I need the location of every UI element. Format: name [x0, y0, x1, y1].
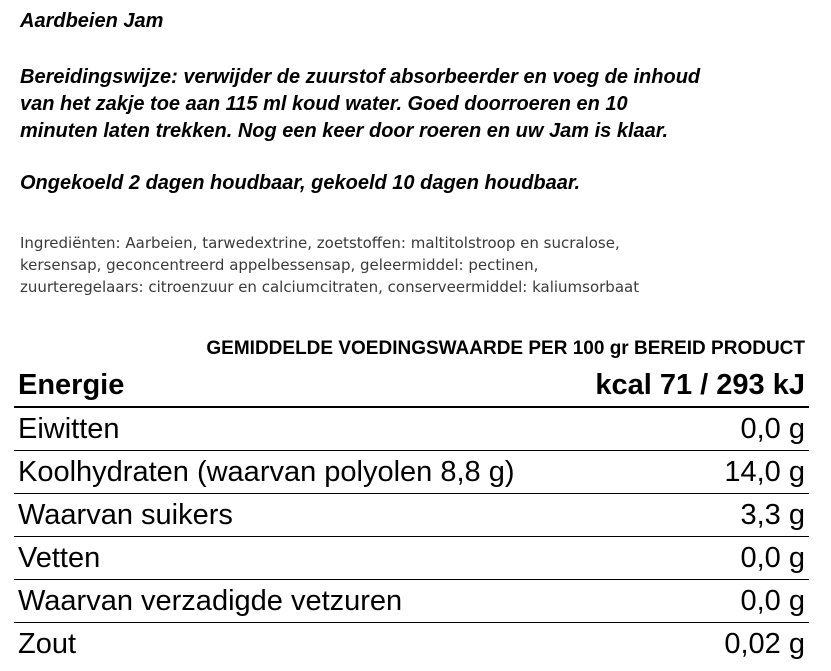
ingredients-line: Ingrediënten: Aarbeien, tarwedextrine, zoetstoffen: maltitolstroop en sucralose,: [20, 234, 620, 252]
nutrient-value: 0,0 g: [740, 585, 805, 617]
product-title: Aardbeien Jam: [20, 10, 164, 32]
nutrition-table-heading: GEMIDDELDE VOEDINGSWAARDE PER 100 gr BEREID PRODUCT: [206, 338, 805, 359]
nutrient-label: Waarvan verzadigde vetzuren: [18, 585, 403, 617]
preparation-line: van het zakje toe aan 115 ml koud water. Goed doorroeren en 10: [20, 93, 628, 115]
nutrient-label: Zout: [18, 628, 77, 660]
nutrient-label: Waarvan suikers: [18, 499, 233, 531]
storage-info: Ongekoeld 2 dagen houdbaar, gekoeld 10 dagen houdbaar.: [20, 172, 581, 194]
nutrient-value: 14,0 g: [724, 456, 805, 488]
nutrition-row-fat: [14, 537, 809, 580]
nutrition-row-salt: [14, 623, 809, 665]
nutrient-label: Energie: [18, 369, 125, 401]
nutrient-label: Vetten: [18, 542, 101, 574]
nutrient-value: kcal 71 / 293 kJ: [595, 369, 805, 401]
nutrient-value: 0,02 g: [724, 628, 805, 660]
nutrient-value: 3,3 g: [740, 499, 805, 531]
nutrition-row-carbohydrates: [14, 451, 809, 494]
nutrition-table: [14, 364, 809, 665]
nutrition-row-energy: [14, 364, 809, 408]
ingredients-line: zuurteregelaars: citroenzuur en calciumcitraten, conserveermiddel: kaliumsorbaat: [20, 278, 640, 296]
nutrient-label: Eiwitten: [18, 413, 120, 445]
nutrition-row-sugars: [14, 494, 809, 537]
nutrition-row-protein: [14, 408, 809, 451]
ingredients-list: [20, 232, 639, 298]
preparation-line: Bereidingswijze: verwijder de zuurstof absorbeerder en voeg de inhoud: [20, 66, 701, 88]
preparation-line: minuten laten trekken. Nog een keer door roeren en uw Jam is klaar.: [20, 120, 668, 142]
nutrient-value: 0,0 g: [740, 413, 805, 445]
ingredients-line: kersensap, geconcentreerd appelbessensap, geleermiddel: pectinen,: [20, 256, 539, 274]
nutrition-row-saturated-fat: [14, 580, 809, 623]
nutrient-label: Koolhydraten (waarvan polyolen 8,8 g): [18, 456, 515, 488]
preparation-instructions: [20, 64, 820, 145]
nutrient-value: 0,0 g: [740, 542, 805, 574]
